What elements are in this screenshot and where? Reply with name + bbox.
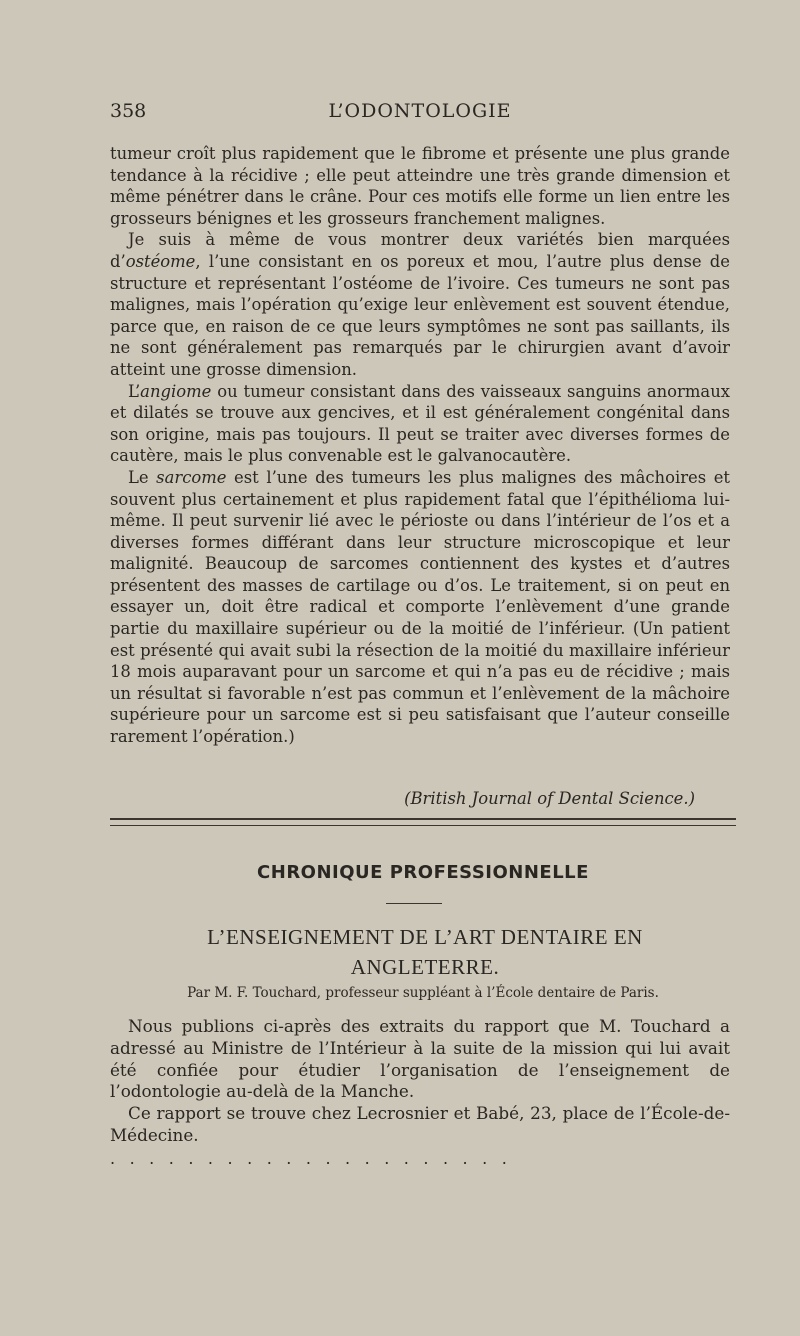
journal-title: L’ODONTOLOGIE [328, 100, 512, 122]
double-rule-divider [110, 818, 736, 826]
running-head [110, 100, 730, 130]
italic-term: sarcome [156, 467, 227, 487]
ellipsis-row: ..................... [110, 1149, 522, 1168]
paragraph: tumeur croît plus rapidement que le fibrome et présente une plus grande tendance à la récidive ; elle peut atteindre une très grande dimension et même pénétrer dans le crâne. Pour ces motifs elle forme un lien entre les grosseurs bénignes et les grosseurs franchement malignes. [110, 144, 730, 228]
byline: Par M. F. Touchard, professeur suppléant à l’École dentaire de Paris. [187, 985, 659, 1001]
article2-body [110, 1016, 730, 1147]
page-number: 358 [110, 100, 147, 122]
article-title-line: ANGLETERRE. [350, 955, 500, 979]
paragraph: Je suis à même de vous montrer deux variétés bien marquées d’ostéome, l’une consistant en os poreux et mou, l’autre plus dense de structure et représentant l’ostéome de l’ivoire. Ces tumeurs ne sont pas malignes, mais l’opération qu’exige leur enlèvement est souvent étendue, parce que, en raison de ce que leurs symptômes ne sont pas saillants, ils ne sont généralement pas remarqués par le chirurgien avant d’avoir atteint une grosse dimension. [110, 230, 730, 379]
paragraph: L’angiome ou tumeur consistant dans des vaisseaux sanguins anormaux et dilatés se trouve aux gencives, et il est généralement congénital dans son origine, mais pas toujours. Il peut se traiter avec diverses formes de cautère, mais le plus convenable est le galvanocautère. [110, 381, 730, 466]
section-heading: CHRONIQUE PROFESSIONNELLE [257, 862, 589, 883]
article-title [130, 922, 720, 982]
paragraph: Ce rapport se trouve chez Lecrosnier et Babé, 23, place de l’École-de-Médecine. [110, 1103, 730, 1145]
short-rule-divider [386, 903, 442, 904]
source-citation: (British Journal of Dental Science.) [404, 789, 695, 808]
italic-term: ostéome [125, 251, 196, 271]
article-title-line: L’ENSEIGNEMENT DE L’ART DENTAIRE EN [207, 925, 643, 949]
article-body [110, 143, 730, 748]
paragraph: Nous publions ci-après des extraits du rapport que M. Touchard a adressé au Ministre de l’Intérieur à la suite de la mission qui lui avait été confiée pour étudier l’organisation de l’enseignement de l’odontologie au-delà de la Manche. [110, 1016, 730, 1102]
italic-term: angiome [140, 381, 212, 401]
paragraph: Le sarcome est l’une des tumeurs les plus malignes des mâchoires et souvent plus certainement et plus rapidement fatal que l’épithélioma lui-même. Il peut survenir lié avec le périoste ou dans l’intérieur de l’os et a diverses formes différant dans leur structure microscopique et leur malignité. Beaucoup de sarcomes contiennent des kystes et d’autres présentent des masses de cartilage ou d’os. Le traitement, si on peut en essayer un, doit être radical et comporte l’enlèvement d’une grande partie du maxillaire supérieur ou de la moitié de l’inférieur. (Un patient est présenté qui avait subi la résection de la moitié du maxillaire inférieur 18 mois auparavant pour un sarcome et qui n’a pas eu de récidive ; mais un résultat si favorable n’est pas commun et l’enlèvement de la mâchoire supérieure pour un sarcome est si peu satisfaisant que l’auteur conseille rarement l’opération.) [110, 467, 731, 747]
